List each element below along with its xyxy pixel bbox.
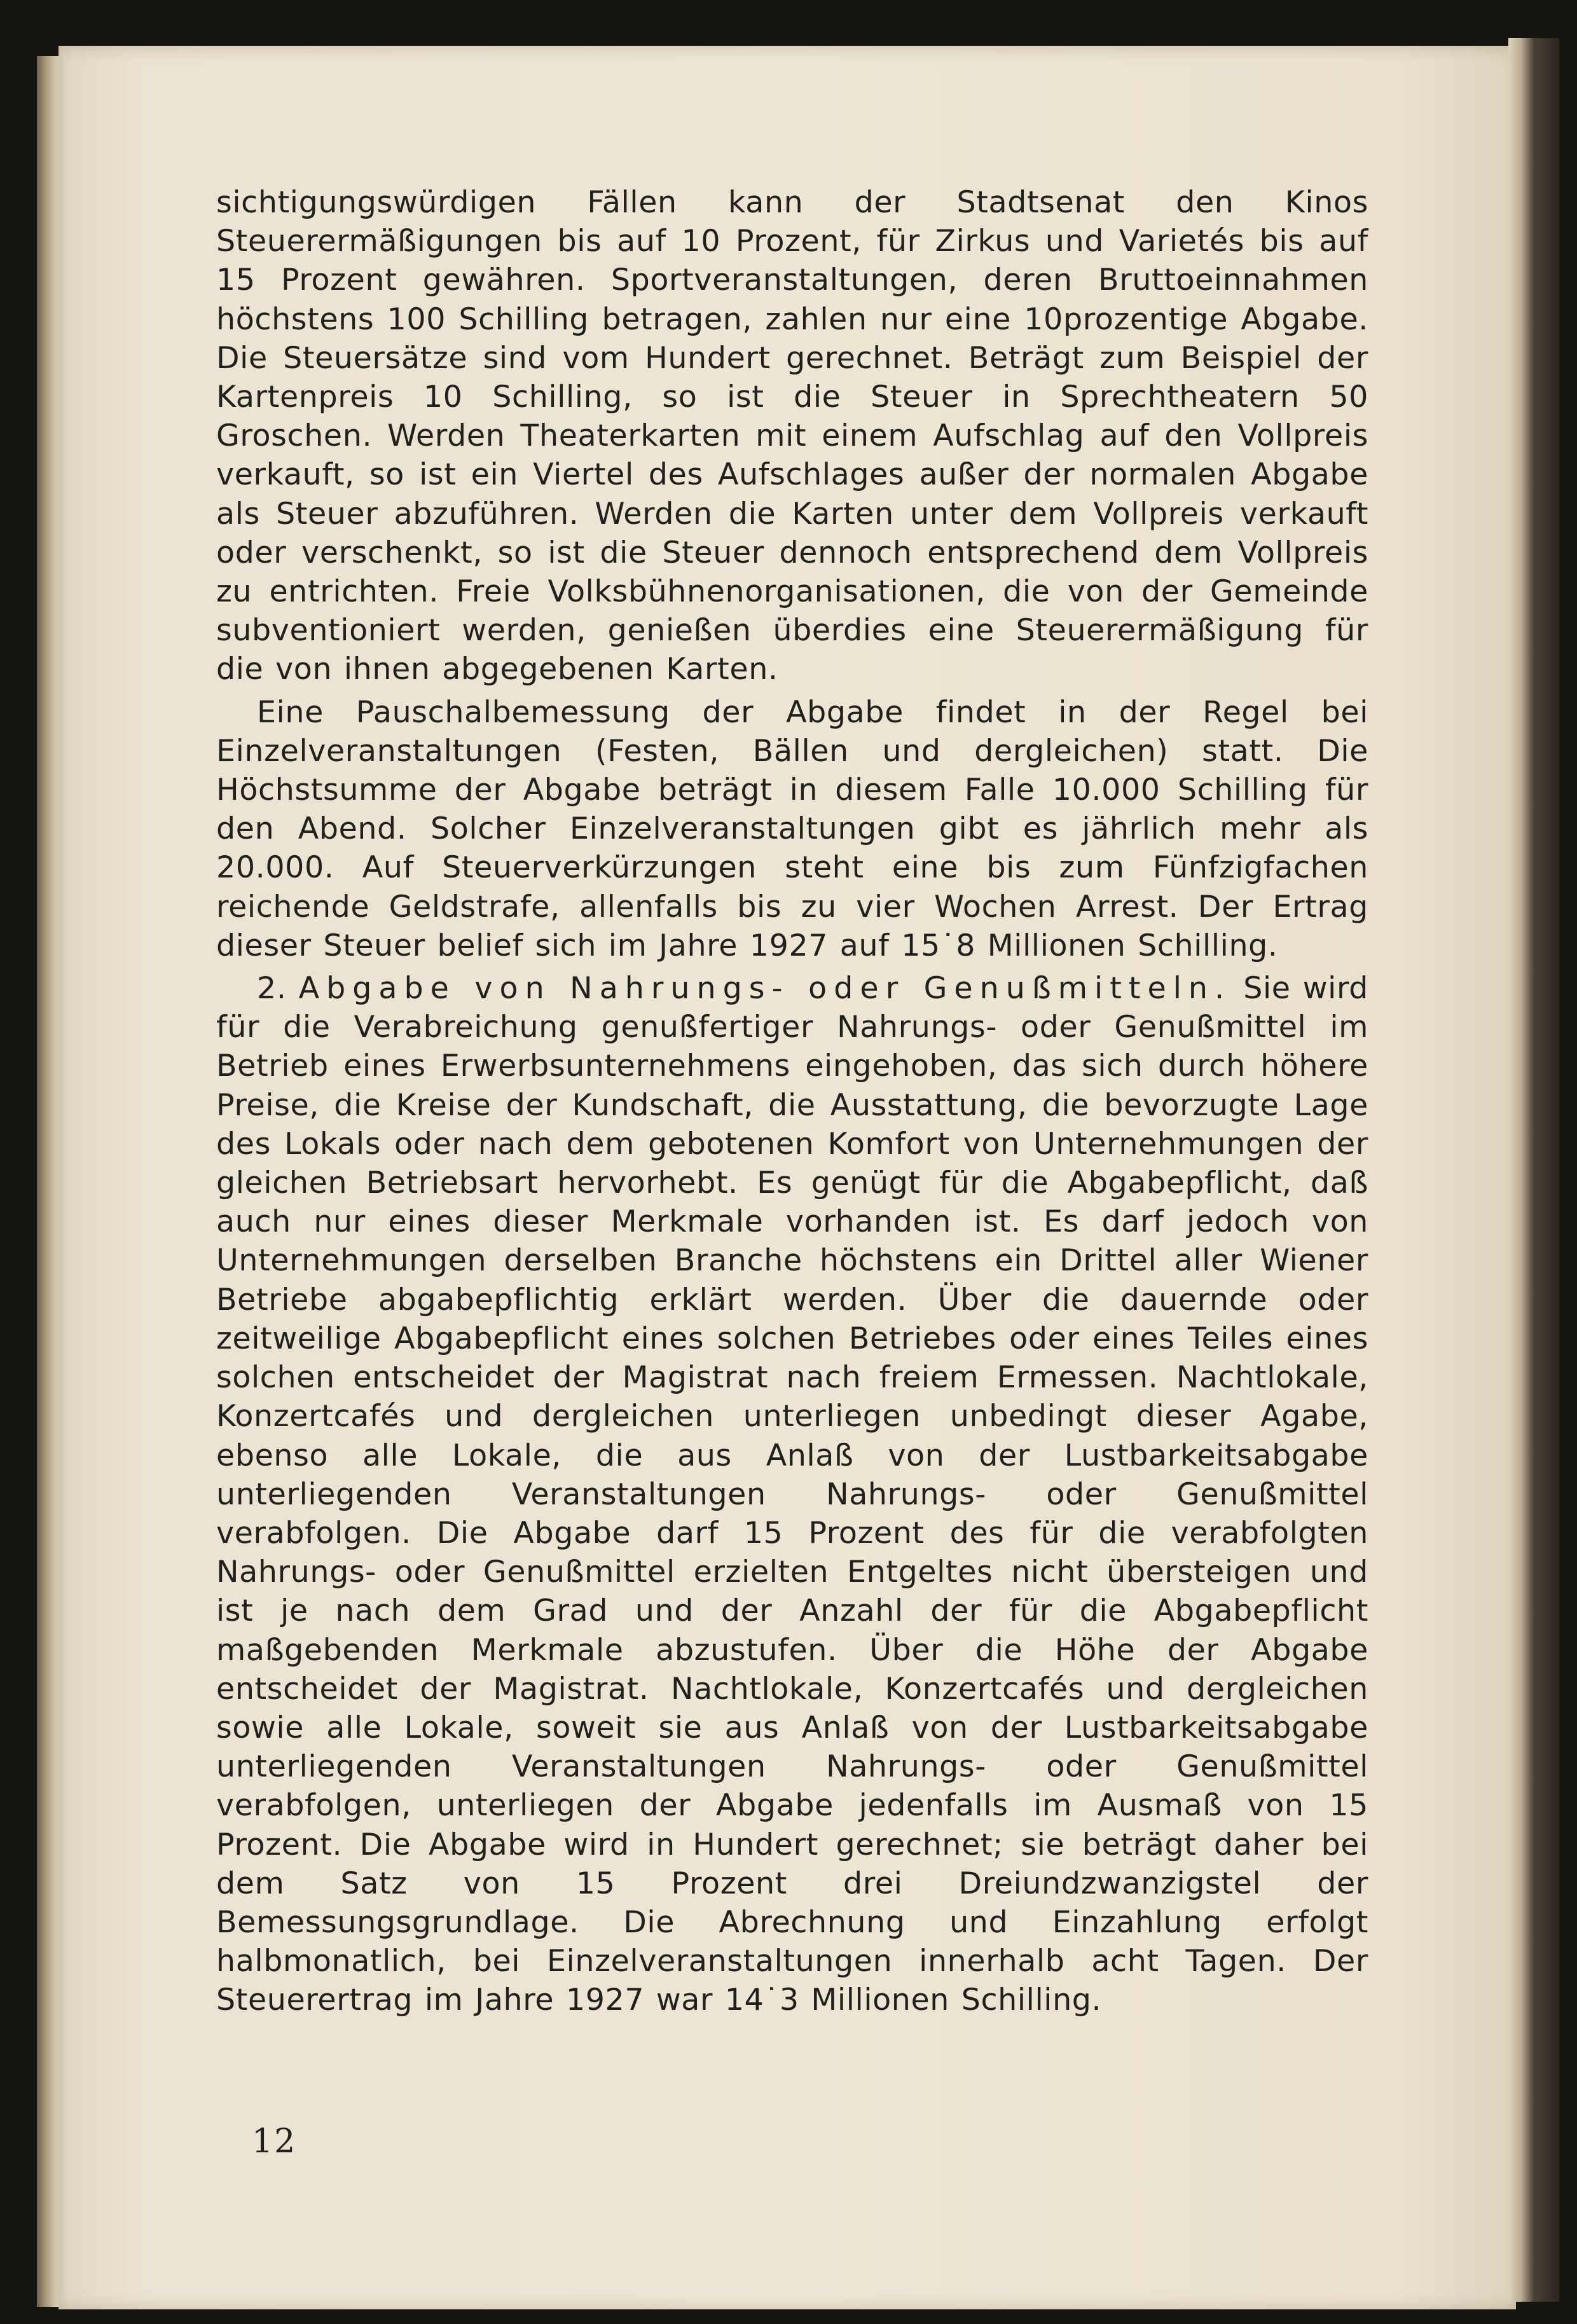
body-text <box>216 183 1368 2020</box>
section-body: Sie wird für die Verabreichung genußfertiger Nahrungs- oder Genußmittel im Betrieb eines Erwerbsunternehmens eingehoben, das sich durch höhere Preise, die Kreise der Kundschaft, die Ausstattung, die bevorzugte Lage des Lokals oder nach dem gebotenen Komfort von Unternehmungen der gleichen Betriebsart hervorhebt. Es genügt für die Abgabepflicht, daß auch nur eines dieser Merkmale vorhanden ist. Es darf jedoch von Unternehmungen derselben Branche höchstens ein Drittel aller Wiener Betriebe abgabepflichtig erklärt werden. Über die dauernde oder zeitweilige Abgabepflicht eines solchen Betriebes oder eines Teiles eines solchen entscheidet der Magistrat nach freiem Ermessen. Nachtlokale, Konzertcafés und dergleichen unterliegen unbedingt dieser Agabe, ebenso alle Lokale, die aus Anlaß von der Lustbarkeitsabgabe unterliegenden Veranstaltungen Nahrungs- oder Genußmittel verabfolgen. Die Abgabe darf 15 Prozent des für die verabfolgten Nahrungs- oder Genußmittel erzielten Entgeltes nicht übersteigen und ist je nach dem Grad und der Anzahl der für die Abgabepflicht maßgebenden Merkmale abzustufen. Über die Höhe der Abgabe entscheidet der Magistrat. Nachtlokale, Konzertcafés und dergleichen sowie alle Lokale, soweit sie aus Anlaß von der Lustbarkeitsabgabe unterliegenden Veranstaltungen Nahrungs- oder Genußmittel verabfolgen, unterliegen der Abgabe jedenfalls im Ausmaß von 15 Prozent. Die Abgabe wird in Hundert gerechnet; sie beträgt daher bei dem Satz von 15 Prozent drei Dreiundzwanzigstel der Bemessungsgrundlage. Die Abrechnung und Einzahlung erfolgt halbmonatlich, bei Einzelveranstaltungen innerhalb acht Tagen. Der Steuerertrag im Jahre 1927 war 14˙3 Millionen Schilling. <box>216 971 1368 2018</box>
paragraph-continued: sichtigungswürdigen Fällen kann der Stadtsenat den Kinos Steuerermäßigungen bis auf 10 Prozent, für Zirkus und Varietés bis auf 15 Prozent gewähren. Sportveranstaltungen, deren Bruttoeinnahmen höchstens 100 Schilling betragen, zahlen nur eine 10prozentige Abgabe. Die Steuersätze sind vom Hundert gerechnet. Beträgt zum Beispiel der Kartenpreis 10 Schilling, so ist die Steuer in Sprechtheatern 50 Groschen. Werden Theaterkarten mit einem Aufschlag auf den Vollpreis verkauft, so ist ein Viertel des Aufschlages außer der normalen Abgabe als Steuer abzuführen. Werden die Karten unter dem Vollpreis verkauft oder verschenkt, so ist die Steuer dennoch entsprechend dem Vollpreis zu entrichten. Freie Volksbühnenorganisationen, die von der Gemeinde subventioniert werden, genießen überdies eine Steuerermäßigung für die von ihnen abgegebenen Karten. <box>216 185 1368 687</box>
book-spine-shadow <box>1508 38 1559 2302</box>
paragraph-pauschalbemessung: Eine Pauschalbemessung der Abgabe findet in der Regel bei Einzelveranstaltungen (Festen, Bällen und dergleichen) statt. Die Höchstsumme der Abgabe beträgt in diesem Falle 10.000 Schilling für den Abend. Solcher Einzelveranstaltungen gibt es jährlich mehr als 20.000. Auf Steuerverkürzungen steht eine bis zum Fünfzigfachen reichende Geldstrafe, allenfalls bis zu vier Wochen Arrest. Der Ertrag dieser Steuer belief sich im Jahre 1927 auf 15˙8 Millionen Schilling. <box>216 694 1368 963</box>
paragraph-section-2 <box>216 969 1368 2019</box>
page-number: 12 <box>252 2122 297 2161</box>
section-number: 2. <box>257 971 287 1007</box>
section-heading: Abgabe von Nahrungs- oder Genußmitteln. <box>298 971 1232 1007</box>
